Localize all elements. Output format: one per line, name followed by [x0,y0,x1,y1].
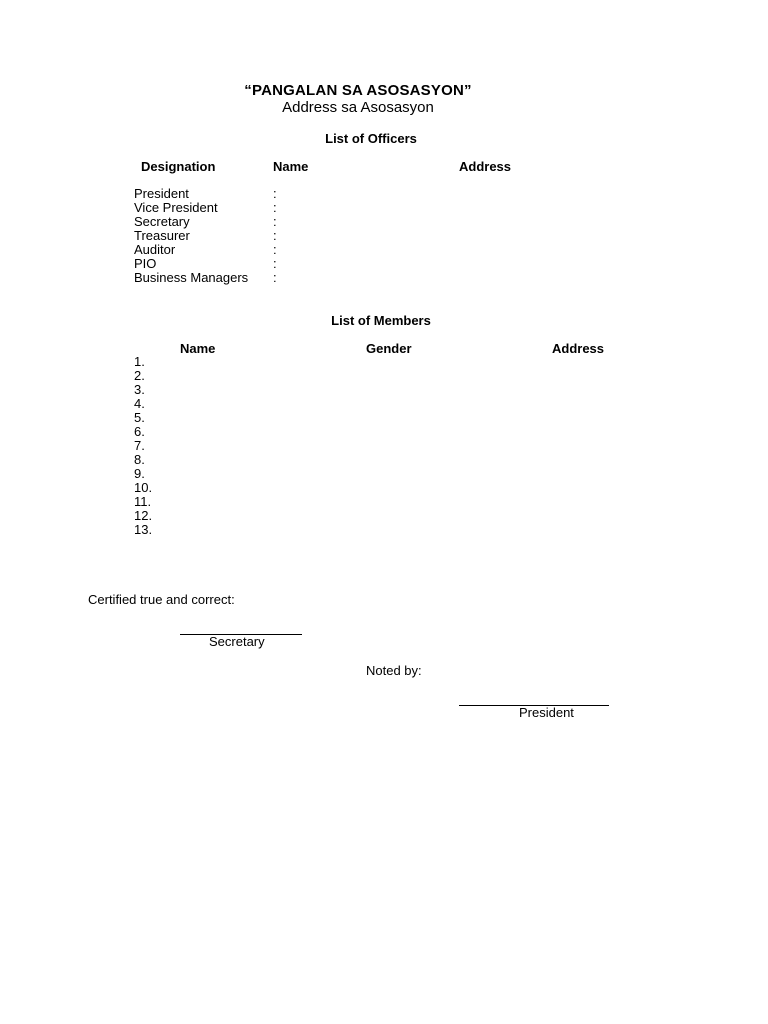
member-number: 7. [134,438,145,453]
member-number: 12. [134,508,153,523]
member-number: 8. [134,452,145,467]
officer-designation: Business Managers [134,270,249,285]
members-section-title: List of Members [331,313,431,328]
officers-list [134,187,248,285]
officers-section-title: List of Officers [325,131,417,146]
officers-header-designation: Designation [141,159,216,174]
member-number: 11. [134,494,152,509]
member-number: 2. [134,368,145,383]
members-list [134,355,152,537]
officer-designation: Auditor [134,242,176,257]
association-address: Address sa Asosasyon [282,99,434,116]
officer-designation: Treasurer [134,228,190,243]
members-header-gender: Gender [366,341,412,356]
certified-text: Certified true and correct: [88,592,235,607]
officers-header-name: Name [273,159,309,174]
officer-colon: : [273,242,277,257]
members-header-address: Address [552,341,605,356]
officer-designation: Secretary [134,214,190,229]
officer-designation: Vice President [134,200,218,215]
noted-by-text: Noted by: [366,663,422,678]
member-number: 4. [134,396,145,411]
officer-colon: : [273,256,277,271]
president-label: President [519,705,574,720]
member-number: 3. [134,382,145,397]
officer-colon: : [273,214,277,229]
officers-separators [273,187,277,285]
officer-colon: : [273,186,277,201]
members-header-name: Name [180,341,216,356]
officer-designation: PIO [134,256,157,271]
member-number: 13. [134,522,153,537]
officer-colon: : [273,228,277,243]
officer-colon: : [273,200,277,215]
officer-designation: President [134,186,189,201]
member-number: 9. [134,466,145,481]
member-number: 6. [134,424,145,439]
association-name: “PANGALAN SA ASOSASYON” [244,82,472,99]
member-number: 1. [134,354,145,369]
officer-colon: : [273,270,277,285]
officers-header-address: Address [459,159,512,174]
secretary-label: Secretary [209,634,265,649]
member-number: 10. [134,480,153,495]
member-number: 5. [134,410,145,425]
